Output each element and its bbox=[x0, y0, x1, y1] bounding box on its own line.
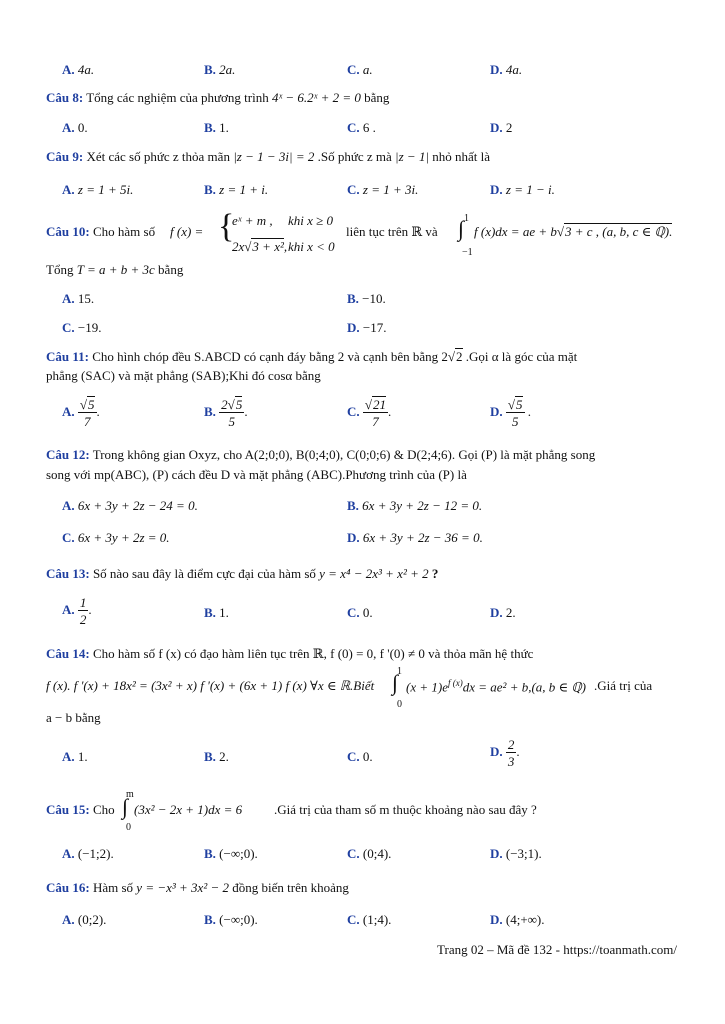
q14-option-d[interactable]: D. $\frac{2}{3}$ . bbox=[490, 737, 520, 769]
q14-line2-tail: .Giá trị của bbox=[594, 678, 653, 693]
q10-line2: Tổng T = a + b + 3c bằng bbox=[46, 262, 184, 277]
q10-option-d[interactable]: D. −17. bbox=[347, 320, 387, 335]
q12-option-b[interactable]: B. 6x + 3y + 2z − 12 = 0. bbox=[347, 498, 483, 513]
q9-option-c[interactable]: C. z = 1 + 3i. bbox=[347, 182, 419, 197]
q15-option-b[interactable]: B. (−∞;0). bbox=[204, 846, 258, 861]
q15-tail: .Giá trị của tham số m thuộc khoảng nào sau đây ? bbox=[274, 802, 537, 817]
q9-option-b[interactable]: B. z = 1 + i. bbox=[204, 182, 269, 197]
q7-option-a[interactable]: A. 4a. bbox=[62, 62, 95, 77]
q15-option-c[interactable]: C. (0;4). bbox=[347, 846, 392, 861]
q10-int-upper: 1 bbox=[464, 213, 469, 224]
q14-int-upper: 1 bbox=[397, 666, 402, 677]
q11-line2: phẳng (SAC) và mặt phẳng (SAB);Khi đó cosα bằng bbox=[46, 368, 321, 383]
q9-option-a[interactable]: A. z = 1 + 5i. bbox=[62, 182, 134, 197]
integral-icon: ∫ bbox=[122, 794, 129, 819]
q10-cond1: khi x ≥ 0 bbox=[288, 213, 334, 228]
q11-option-c[interactable]: C. $\frac{√21}{7}$ . bbox=[347, 397, 392, 429]
q10-option-c[interactable]: C. −19. bbox=[62, 320, 102, 335]
q10-brace: { bbox=[218, 208, 235, 245]
q12-option-c[interactable]: C. 6x + 3y + 2z = 0. bbox=[62, 530, 170, 545]
q10-case2: 2x√3 + x², bbox=[232, 239, 288, 254]
q16-option-a[interactable]: A. (0;2). bbox=[62, 912, 107, 927]
q13-option-d[interactable]: D. 2. bbox=[490, 605, 516, 620]
q7-option-c[interactable]: C. a. bbox=[347, 62, 373, 77]
q14-option-c[interactable]: C. 0. bbox=[347, 749, 373, 764]
q13-option-c[interactable]: C. 0. bbox=[347, 605, 373, 620]
q15-int-upper: m bbox=[126, 789, 134, 800]
q15-int-lower: 0 bbox=[126, 822, 131, 833]
q7-option-b[interactable]: B. 2a. bbox=[204, 62, 236, 77]
q16-option-c[interactable]: C. (1;4). bbox=[347, 912, 392, 927]
q16-stem: Câu 16: Hàm số y = −x³ + 3x² − 2 đồng biến trên khoảng bbox=[46, 880, 349, 895]
q8-option-c[interactable]: C. 6 . bbox=[347, 120, 376, 135]
q15-option-a[interactable]: A. (−1;2). bbox=[62, 846, 114, 861]
q7-option-d[interactable]: D. 4a. bbox=[490, 62, 523, 77]
q10-mid: liên tục trên ℝ và bbox=[346, 224, 438, 239]
q14-option-a[interactable]: A. 1. bbox=[62, 749, 88, 764]
q11-option-d[interactable]: D. $\frac{√5}{5}$ . bbox=[490, 397, 532, 429]
q10-int-lower: −1 bbox=[462, 247, 473, 258]
q10-integral: f (x)dx = ae + b√3 + c , (a, b, c ∈ ℚ). bbox=[474, 224, 673, 239]
q14-stem: Câu 14: Cho hàm số f (x) có đạo hàm liên tục trên ℝ, f (0) = 0, f '(0) ≠ 0 và thỏa mãn hệ thức bbox=[46, 646, 534, 661]
q15-stem: Câu 15: Cho bbox=[46, 802, 115, 817]
q10-option-a[interactable]: A. 15. bbox=[62, 291, 95, 306]
q8-option-a[interactable]: A. 0. bbox=[62, 120, 88, 135]
q11-option-b[interactable]: B. $\frac{2√5}{5}$ . bbox=[204, 397, 248, 429]
q10-cond2: khi x < 0 bbox=[288, 239, 335, 254]
page-footer: Trang 02 – Mã đề 132 - https://toanmath.com/ bbox=[437, 942, 677, 957]
q10-option-b[interactable]: B. −10. bbox=[347, 291, 386, 306]
integral-icon: ∫ bbox=[392, 670, 399, 695]
q8-stem: Câu 8: Tổng các nghiệm của phương trình 4ˣ − 6.2ˣ + 2 = 0 bằng bbox=[46, 90, 390, 105]
integral-icon: ∫ bbox=[458, 216, 465, 241]
q10-fx: f (x) = bbox=[170, 224, 204, 239]
q9-option-d[interactable]: D. z = 1 − i. bbox=[490, 182, 555, 197]
q16-option-b[interactable]: B. (−∞;0). bbox=[204, 912, 258, 927]
q14-line3: a − b bằng bbox=[46, 710, 101, 725]
q8-option-d[interactable]: D. 2 bbox=[490, 120, 513, 135]
q12-stem: Câu 12: Trong không gian Oxyz, cho A(2;0;0), B(0;4;0), C(0;0;6) & D(2;4;6). Gọi (P) là mặt phẳng song bbox=[46, 447, 596, 462]
q12-option-a[interactable]: A. 6x + 3y + 2z − 24 = 0. bbox=[62, 498, 198, 513]
q14-line2: f (x). f '(x) + 18x² = (3x² + x) f '(x) + (6x + 1) f (x) ∀x ∈ ℝ.Biết bbox=[46, 678, 375, 693]
q10-case1: eˣ + m , bbox=[232, 213, 273, 228]
q10-stem: Câu 10: Cho hàm số bbox=[46, 224, 156, 239]
q13-option-b[interactable]: B. 1. bbox=[204, 605, 229, 620]
q15-option-d[interactable]: D. (−3;1). bbox=[490, 846, 542, 861]
q14-option-b[interactable]: B. 2. bbox=[204, 749, 229, 764]
q11-option-a[interactable]: A. $\frac{√5}{7}$ . bbox=[62, 397, 100, 429]
q13-option-a[interactable]: A. $\frac{1}{2}$ . bbox=[62, 595, 92, 627]
q15-integral: (3x² − 2x + 1)dx = 6 bbox=[134, 802, 243, 817]
q13-stem: Câu 13: Số nào sau đây là điểm cực đại của hàm số y = x⁴ − 2x³ + x² + 2 ? bbox=[46, 566, 439, 581]
q11-stem: Câu 11: Cho hình chóp đều S.ABCD có cạnh đáy bằng 2 và cạnh bên bằng 2√2 .Gọi α là góc của mặt bbox=[46, 349, 578, 364]
q14-integral: $(x + 1)e^{f (x)}dx = ae^2 + b,(a$, b ∈ ℚ) bbox=[406, 678, 586, 695]
q9-stem: Câu 9: Xét các số phức z thỏa mãn |z − 1 − 3i| = 2 .Số phức z mà |z − 1| nhỏ nhất là bbox=[46, 149, 491, 164]
q12-option-d[interactable]: D. 6x + 3y + 2z − 36 = 0. bbox=[347, 530, 483, 545]
q12-line2: song với mp(ABC), (P) cách đều D và mặt phẳng (ABC).Phương trình của (P) là bbox=[46, 467, 467, 482]
q14-int-lower: 0 bbox=[397, 699, 402, 710]
q16-option-d[interactable]: D. (4;+∞). bbox=[490, 912, 545, 927]
q8-option-b[interactable]: B. 1. bbox=[204, 120, 229, 135]
